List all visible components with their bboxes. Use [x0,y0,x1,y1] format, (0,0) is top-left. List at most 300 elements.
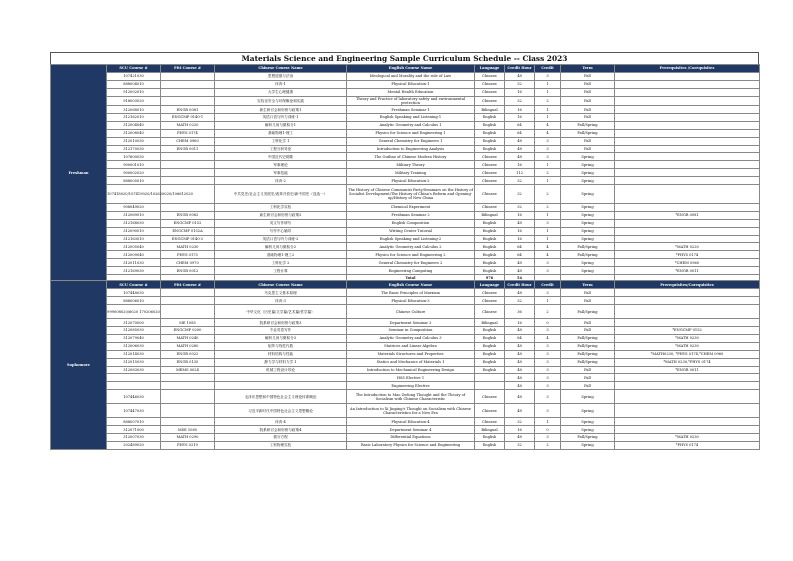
table-cell: 1 [535,297,561,305]
table-cell [161,80,215,88]
table-cell: 32 [505,297,535,305]
table-cell: 习近平新时代中国特色社会主义思想概论 [215,404,347,418]
table-cell: Chinese [475,177,505,185]
table-cell: Freshman Seminar 2 [347,211,475,219]
table-cell: MATH 0280 [161,342,215,350]
table-cell: Chinese Course Name [215,281,347,289]
table-cell: Chinese Course Name [215,65,347,73]
table-cell: 解析几何与微积分1 [215,121,347,129]
table-cell: General Chemistry for Engineers 2 [347,259,475,267]
table-cell [615,390,760,404]
table-cell: 48 [505,259,535,267]
table-cell: Chinese [475,289,505,297]
table-row [51,80,760,88]
table-row [51,121,760,129]
table-row [51,426,760,434]
table-cell [161,374,215,382]
table-cell: Fall/Spring [561,305,615,319]
table-cell: Chemical Experiment [347,203,475,211]
table-cell: 工程计算 [215,267,347,275]
table-row [51,327,760,335]
table-cell: 新生研讨会和形势与政策1 [215,106,347,114]
table-cell: Fall [561,327,615,335]
table-cell [615,203,760,211]
table-cell: Physical Education-2 [347,177,475,185]
table-cell [161,418,215,426]
table-cell: Military Training [347,169,475,177]
table-row [51,289,760,297]
table-cell: Fall/Spring [561,433,615,441]
table-cell: 院系研讨会和形势与政策3 [215,319,347,327]
table-cell: 思想道德与法治 [215,72,347,80]
table-cell: 312090010 [107,227,161,235]
table-row [51,169,760,177]
table-cell: Spring [561,177,615,185]
table-cell: 312170030 [107,145,161,153]
table-cell: Spring [561,227,615,235]
table-cell: Chinese Culture [347,305,475,319]
table-cell: ENGR 0081 [161,106,215,114]
table-cell: 3 [535,327,561,335]
table-cell [615,184,760,203]
table-cell: *ENGR 0081 [615,211,760,219]
table-cell: MATH 0220 [161,121,215,129]
table-cell: 48 [505,374,535,382]
table-cell: Fall [561,96,615,106]
table-cell [161,161,215,169]
table-cell: Spring [561,418,615,426]
table-cell: 3 [535,404,561,418]
table-cell: 48 [505,137,535,145]
table-cell: English Composition [347,219,475,227]
table-cell: 64 [505,129,535,137]
table-cell: 312009040 [107,251,161,259]
table-cell: Chinese [475,305,505,319]
table-row [51,96,760,106]
table-cell: ENGCMP 0200 [161,327,215,335]
table-cell: 3 [535,267,561,275]
table-cell: English [475,441,505,449]
table-cell: Language [475,65,505,73]
table-cell: 112 [505,169,535,177]
table-cell: 新生研讨会和形势与政策2 [215,211,347,219]
table-cell: 机械工程设计导论 [215,366,347,374]
table-cell: 毛泽东思想和中国特色社会主义理论体系概论 [215,390,347,404]
table-cell: 888006010 [107,297,161,305]
table-cell [161,96,215,106]
table-cell: English [475,145,505,153]
table-cell: CHEM 0960 [161,137,215,145]
table-cell [161,203,215,211]
table-cell: 2 [535,305,561,319]
table-cell: 312168030 [107,219,161,227]
table-cell: 16 [505,319,535,327]
table-row [51,203,760,211]
table-cell: Pitt Course # [161,65,215,73]
table-cell: Ideological and Morality and the rule of Law [347,72,475,80]
table-cell: Department Seminar 4 [347,426,475,434]
table-cell [615,219,760,227]
table-cell: Chinese [475,169,505,177]
table-cell: ENGCMP 0140-2 [161,235,215,243]
table-cell: CHEM 0970 [161,259,215,267]
table-cell: English [475,358,505,366]
year-label: Freshman [51,65,107,281]
table-cell: Military Theory [347,161,475,169]
table-cell: 64 [505,334,535,342]
table-cell: Spring [561,404,615,418]
table-cell: Fall/Spring [561,251,615,259]
table-cell: English [475,433,505,441]
table-row [51,358,760,366]
table-cell: 312083030 [107,366,161,374]
table-cell: 32 [505,80,535,88]
table-cell: *ENGCMP 0152 [615,327,760,335]
table-cell: 1 [535,177,561,185]
table-cell: English [475,235,505,243]
table-cell: 1 [535,227,561,235]
table-cell: 16 [505,426,535,434]
table-cell: 48 [505,327,535,335]
table-cell: 静力学与材料力学 1 [215,358,347,366]
table-row [51,219,760,227]
table-cell [615,153,760,161]
table-cell: Mental Health Education [347,88,475,96]
table-cell: Fall [561,137,615,145]
table-cell: 1 [535,106,561,114]
table-cell: 908049020 [107,203,161,211]
table-row [51,153,760,161]
table-cell: 4 [535,121,561,129]
table-cell: Chinese [475,297,505,305]
table-cell: 中国近代史纲要 [215,153,347,161]
table-cell: Basic Laboratory Physics for Science and Engineering [347,441,475,449]
table-cell: 3 [535,433,561,441]
table-cell [615,169,760,177]
table-cell [475,374,505,382]
table-cell: SCU Course # [107,281,161,289]
table-cell: English Speaking and Listening-2 [347,235,475,243]
table-row [51,382,760,390]
table-row [51,334,760,342]
table-cell: English [475,334,505,342]
table-cell: Fall/Spring [561,243,615,251]
table-cell: 1 [535,161,561,169]
table-cell [615,121,760,129]
table-cell: 3 [535,366,561,374]
table-cell: 312015030 [107,358,161,366]
table-cell [615,88,760,96]
table-row [51,366,760,374]
table-cell: *MATH0230, *PHYS 0174,*CHEM 0960 [615,350,760,358]
table-cell: Chinese [475,88,505,96]
table-cell: Spring [561,259,615,267]
table-cell: English [475,251,505,259]
table-cell: 312014030 [107,350,161,358]
sheet-title: Materials Science and Engineering Sample Curriculum Schedule -- Class 2023 [50,52,759,64]
table-row [51,350,760,358]
table-cell: Fall/Spring [561,350,615,358]
header-row [51,281,760,289]
table-cell: 2 [535,184,561,203]
table-cell: Pitt Course # [161,281,215,289]
table-cell: 1 [535,88,561,96]
table-cell: Chinese [475,161,505,169]
table-cell: 基础物理1-理工 [215,129,347,137]
table-cell: English [475,342,505,350]
table-cell: 312069010 [107,211,161,219]
table-cell: 48 [505,342,535,350]
table-cell: The Introduction to Mao Zedong Thought and the Theory of Socialism with Chinese Characteristic [347,390,475,404]
table-cell [215,374,347,382]
table-row [51,161,760,169]
table-cell: 军事技能 [215,169,347,177]
table-cell: English [475,113,505,121]
table-cell [161,177,215,185]
table-cell: Bilingual [475,106,505,114]
table-cell: 4 [535,129,561,137]
table-cell: 3 [535,259,561,267]
table-cell: 48 [505,358,535,366]
table-cell: Fall [561,80,615,88]
table-cell: Spring [561,426,615,434]
table-cell: 工科化学实验 [215,203,347,211]
table-cell: 54 [505,274,535,281]
table-cell: 312162010 [107,113,161,121]
curriculum-table [50,64,760,450]
table-cell [161,169,215,177]
table-cell: 3 [535,350,561,358]
table-cell [615,418,760,426]
table-cell: 900002020 [107,169,161,177]
table-cell: 107418020/107419020/102620020/106612020 [107,184,161,203]
table-cell: 16 [505,88,535,96]
table-row [51,227,760,235]
table-cell: PHYS 0219 [161,441,215,449]
table-cell: 工科物理实验 [215,441,347,449]
table-cell: Spring [561,267,615,275]
table-cell: ENGR 0135 [161,358,215,366]
table-cell: Physics for Science and Engineering 1 [347,129,475,137]
table-cell: 918003020 [107,96,161,106]
table-cell [615,297,760,305]
table-cell: The History of Chinese Communist Party/Seminars on the History of Socialist Development/The History of China's Reform and Opening-up/History of New China [347,184,475,203]
table-cell: Spring [561,219,615,227]
table-cell: Credit [535,281,561,289]
table-cell: 312079040 [107,334,161,342]
table-cell: 888007010 [107,418,161,426]
table-cell: Spring [561,211,615,219]
table-cell: English [475,219,505,227]
header-row [51,65,760,73]
table-cell: Fall/Spring [561,334,615,342]
table-cell: ME 1085 [161,319,215,327]
table-cell [615,106,760,114]
table-cell: 3 [535,289,561,297]
table-row [51,184,760,203]
table-cell: 107447030 [107,404,161,418]
table-cell: 107446030 [107,390,161,404]
table-row [51,342,760,350]
table-cell [615,129,760,137]
table-cell: 312007030 [107,433,161,441]
table-cell: 48 [505,289,535,297]
table-cell: Chinese [475,203,505,211]
table-cell: Fall [561,88,615,96]
table-cell: 312010030 [107,137,161,145]
table-cell: English [475,366,505,374]
table-row [51,88,760,96]
table-cell: PHYS 0174 [161,129,215,137]
table-cell [161,72,215,80]
table-cell: 64 [505,243,535,251]
table-cell [615,113,760,121]
table-cell: 2 [535,203,561,211]
table-cell: 1 [535,113,561,121]
table-cell: Fall [561,113,615,121]
table-cell: 32 [505,441,535,449]
table-cell: English [475,350,505,358]
table-cell: 48 [505,145,535,153]
table-cell: ENGR 0011 [161,145,215,153]
table-cell: 院系研讨会和形势与政策4 [215,426,347,434]
table-cell: Fall/Spring [561,121,615,129]
table-cell: Introduction to Mechanical Engineering Design [347,366,475,374]
table-cell [161,404,215,418]
table-cell: Credit [535,65,561,73]
table-cell: 2 [535,441,561,449]
table-cell: 3 [535,145,561,153]
table-cell: 312004040 [107,121,161,129]
table-row [51,374,760,382]
table-cell: Chinese [475,390,505,404]
table-cell: 3 [535,72,561,80]
table-cell [161,153,215,161]
table-cell: Fall [561,374,615,382]
table-cell: Spring [561,184,615,203]
table-cell: SCU Course # [107,65,161,73]
table-cell: 64 [505,251,535,259]
table-cell: MATH 0230 [161,243,215,251]
table-cell: Bilingual [475,211,505,219]
table-cell: Differential Equations [347,433,475,441]
table-cell: ENGCMP 0152A [161,227,215,235]
table-cell: Physical Education-3 [347,297,475,305]
table-cell [161,88,215,96]
table-cell: Writing Center Tutorial [347,227,475,235]
table-row [51,145,760,153]
table-cell [161,305,215,319]
table-cell: Chinese [475,72,505,80]
table-cell: *MATH 0230 [615,342,760,350]
table-cell: Analytic Geometry and Calculus 3 [347,334,475,342]
table-cell: 材料结构与性能 [215,350,347,358]
table-cell: Seminar in Composition [347,327,475,335]
table-cell: 888004010 [107,80,161,88]
table-cell [615,161,760,169]
table-cell: 大学生心理健康 [215,88,347,96]
table-cell [615,305,760,319]
table-cell: 312006030 [107,342,161,350]
table-cell: Spring [561,390,615,404]
table-cell: English [475,267,505,275]
table-cell: 英语口语与听力训练-1 [215,113,347,121]
table-cell: Engineering Computing [347,267,475,275]
table-cell: 48 [505,72,535,80]
table-cell [161,382,215,390]
table-cell [615,227,760,235]
table-cell [615,289,760,297]
table-cell: Prerequisites /Corequisites [615,65,760,73]
table-cell: *MATH 0230 [615,334,760,342]
table-cell: English Course Name [347,65,475,73]
table-cell: The Basic Principles of Marxism [347,289,475,297]
table-cell: 写作中心辅导 [215,227,347,235]
table-cell: Bilingual [475,426,505,434]
table-cell: Fall [561,382,615,390]
table-cell: 16 [505,211,535,219]
table-cell: ENGR 0022 [161,350,215,358]
table-cell: 解析几何与微积分3 [215,334,347,342]
table-row [51,137,760,145]
table-cell: 英语口语与听力训练-2 [215,235,347,243]
table-cell: Engineering Elective [347,382,475,390]
table-cell: 基础物理1-理工2 [215,251,347,259]
table-cell: Chinese [475,96,505,106]
table-cell: English [475,129,505,137]
table-cell: Term [561,65,615,73]
table-cell: 312071000 [107,426,161,434]
table-cell: 312070000 [107,319,161,327]
table-cell: 48 [505,382,535,390]
table-cell: 107600030 [107,153,161,161]
table-cell: *PHYS 0174 [615,251,760,259]
table-row [51,113,760,121]
table-cell: Spring [561,161,615,169]
table-cell [615,145,760,153]
table-row [51,251,760,259]
table-cell: *PHYS 0174 [615,441,760,449]
table-cell: 3 [535,374,561,382]
table-cell [615,382,760,390]
table-cell: 体育-3 [215,297,347,305]
table-cell: 999008020/6020 170206020 [107,305,161,319]
table-cell: Spring [561,203,615,211]
table-cell: MATH 0290 [161,433,215,441]
table-cell: 36 [505,305,535,319]
table-cell: 3 [535,137,561,145]
table-cell: *MATH 0220 [615,243,760,251]
table-cell: 3 [535,358,561,366]
table-cell: English [475,327,505,335]
table-cell: Fall/Spring [561,129,615,137]
curriculum-sheet [50,52,759,450]
table-cell: The Outline of Chinese Modern History [347,153,475,161]
table-row [51,267,760,275]
table-cell: 32 [505,418,535,426]
table-cell: 976 [475,274,505,281]
table-cell [615,235,760,243]
table-cell: 312163010 [107,235,161,243]
table-cell: 32 [505,184,535,203]
table-cell: *MATH 0230 [615,433,760,441]
table-cell: Credit Hour [505,281,535,289]
table-row [51,433,760,441]
table-cell: English [475,227,505,235]
table-cell: 工程分析导论 [215,145,347,153]
table-cell: Spring [561,441,615,449]
table-cell: Chinese [475,404,505,418]
